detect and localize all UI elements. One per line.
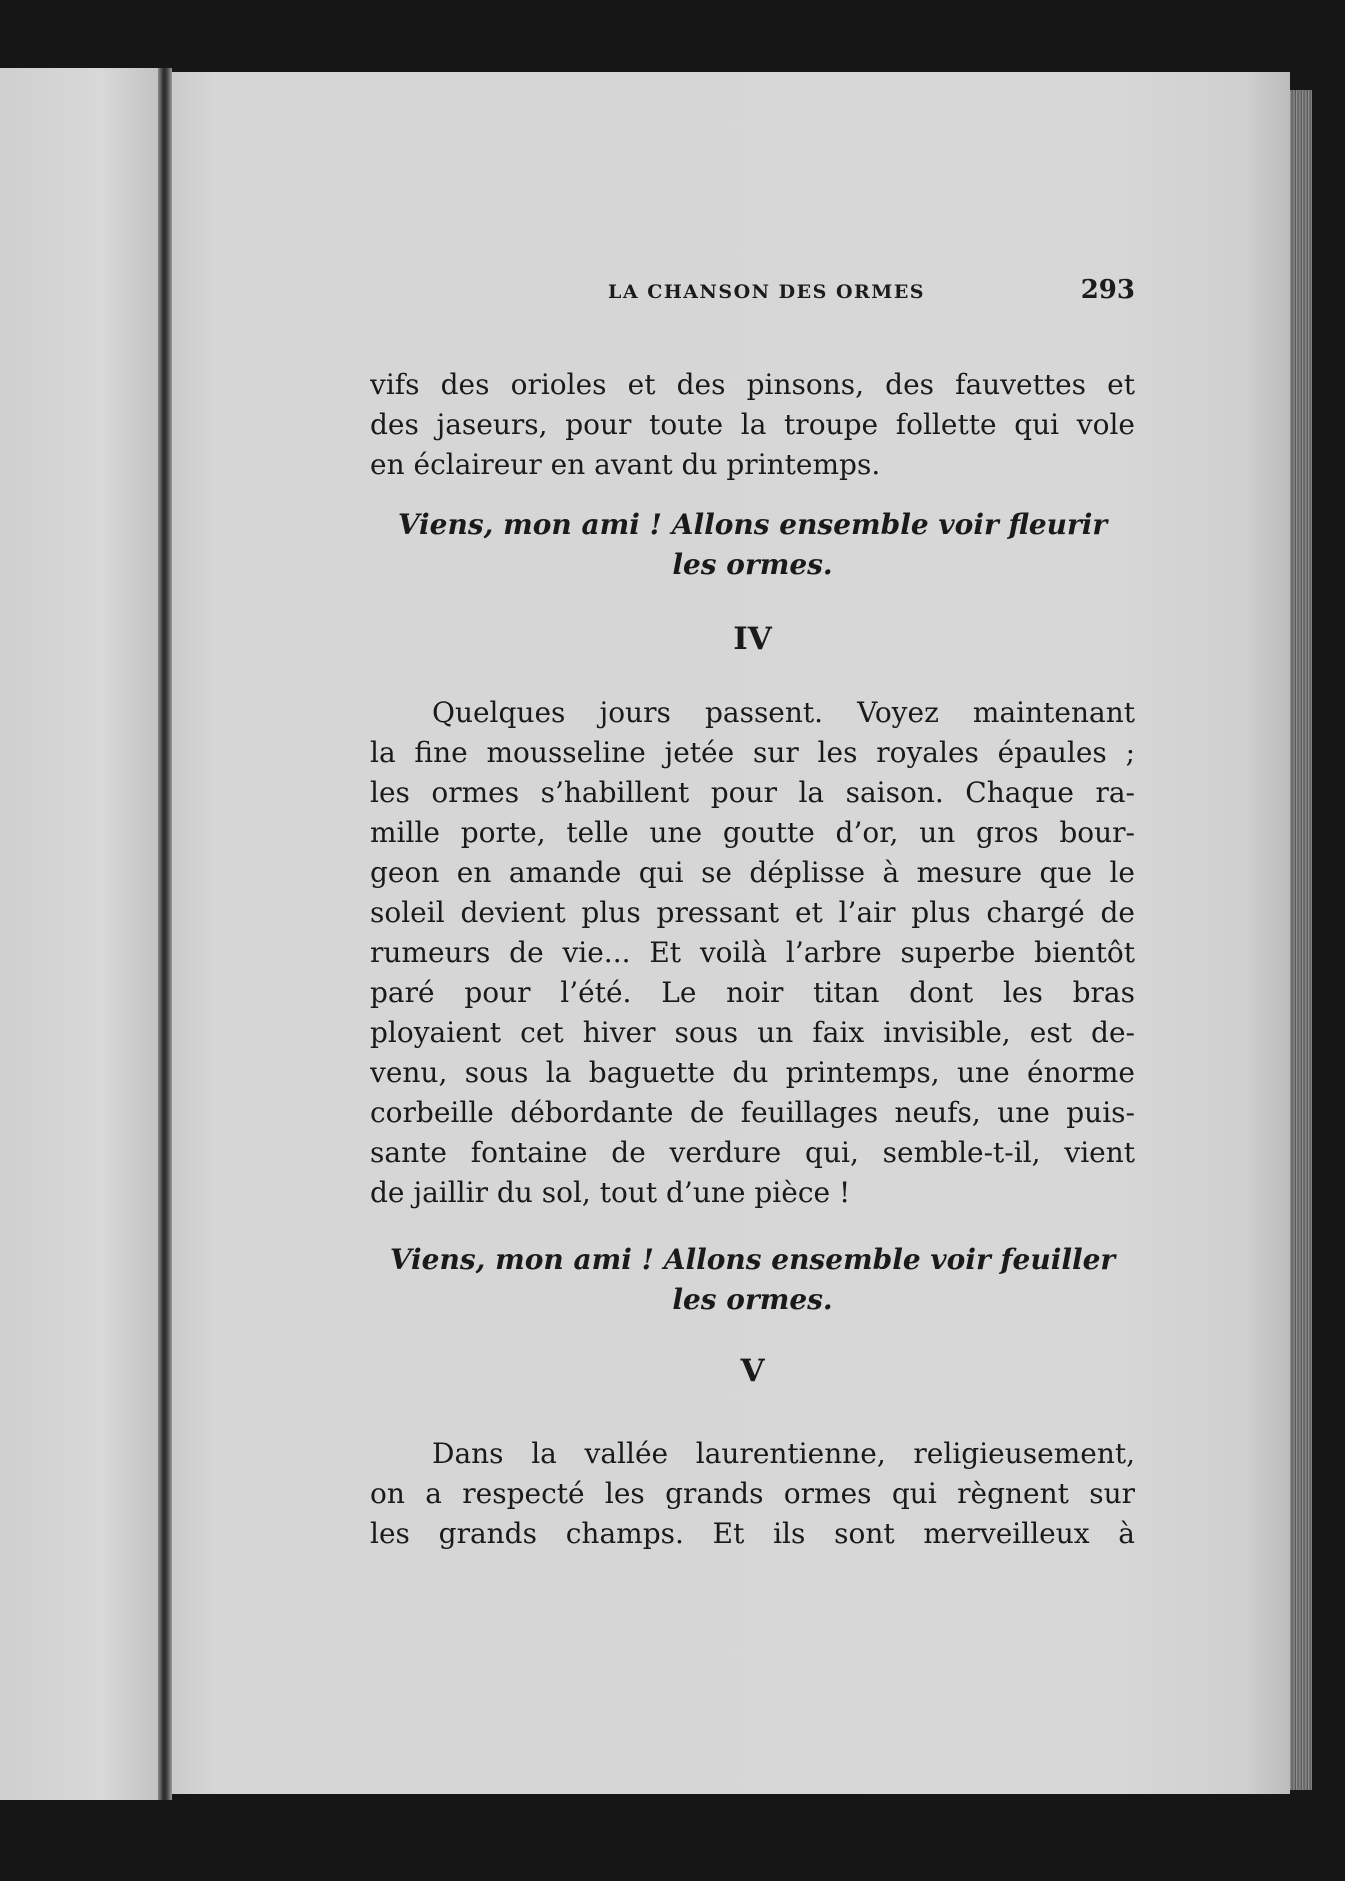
paragraph-2-line: paré pour l’été. Le noir titan dont les bras <box>370 976 1135 1009</box>
paragraph-2-line: ployaient cet hiver sous un faix invisible, est de- <box>370 1016 1135 1049</box>
refrain-1-line: les ormes. <box>672 548 833 581</box>
book-gutter <box>158 68 172 1800</box>
paragraph-1-line: vifs des orioles et des pinsons, des fauvettes et <box>370 368 1135 401</box>
paragraph-2-line: sante fontaine de verdure qui, semble-t-il, vient <box>370 1136 1135 1169</box>
refrain-2-line: les ormes. <box>672 1283 833 1316</box>
section-heading-iv: IV <box>733 621 772 657</box>
paragraph-3-line: on a respecté les grands ormes qui règnent sur <box>370 1477 1135 1510</box>
refrain-2-line: Viens, mon ami ! Allons ensemble voir feuiller <box>389 1243 1116 1276</box>
section-heading-v: V <box>740 1353 765 1389</box>
running-title: LA CHANSON DES ORMES <box>608 281 926 303</box>
paragraph-2-line: rumeurs de vie... Et voilà l’arbre superbe bientôt <box>370 936 1135 969</box>
paragraph-2-line: mille porte, telle une goutte d’or, un gros bour- <box>370 816 1135 849</box>
paragraph-2-line: de jaillir du sol, tout d’une pièce ! <box>370 1176 851 1209</box>
paragraph-1-line: des jaseurs, pour toute la troupe follette qui vole <box>370 408 1135 441</box>
paragraph-2-line: geon en amande qui se déplisse à mesure que le <box>370 856 1135 889</box>
paragraph-2-line: Quelques jours passent. Voyez maintenant <box>432 696 1135 729</box>
paragraph-2-line: la fine mousseline jetée sur les royales épaules ; <box>370 736 1135 769</box>
paragraph-2-line: corbeille débordante de feuillages neufs, une puis- <box>370 1096 1135 1129</box>
paragraph-2-line: soleil devient plus pressant et l’air plus chargé de <box>370 896 1135 929</box>
running-head <box>370 275 1135 315</box>
paragraph-1-line: en éclaireur en avant du printemps. <box>370 448 881 481</box>
page-number: 293 <box>1080 275 1135 305</box>
paragraph-2-line: les ormes s’habillent pour la saison. Chaque ra- <box>370 776 1135 809</box>
paragraph-3-line: les grands champs. Et ils sont merveilleux à <box>370 1517 1135 1550</box>
refrain-1-line: Viens, mon ami ! Allons ensemble voir fleurir <box>397 508 1108 541</box>
page-edges <box>1290 90 1312 1790</box>
left-page-margin <box>0 68 172 1800</box>
paragraph-2-line: venu, sous la baguette du printemps, une énorme <box>370 1056 1135 1089</box>
paragraph-3-line: Dans la vallée laurentienne, religieusement, <box>432 1437 1135 1470</box>
